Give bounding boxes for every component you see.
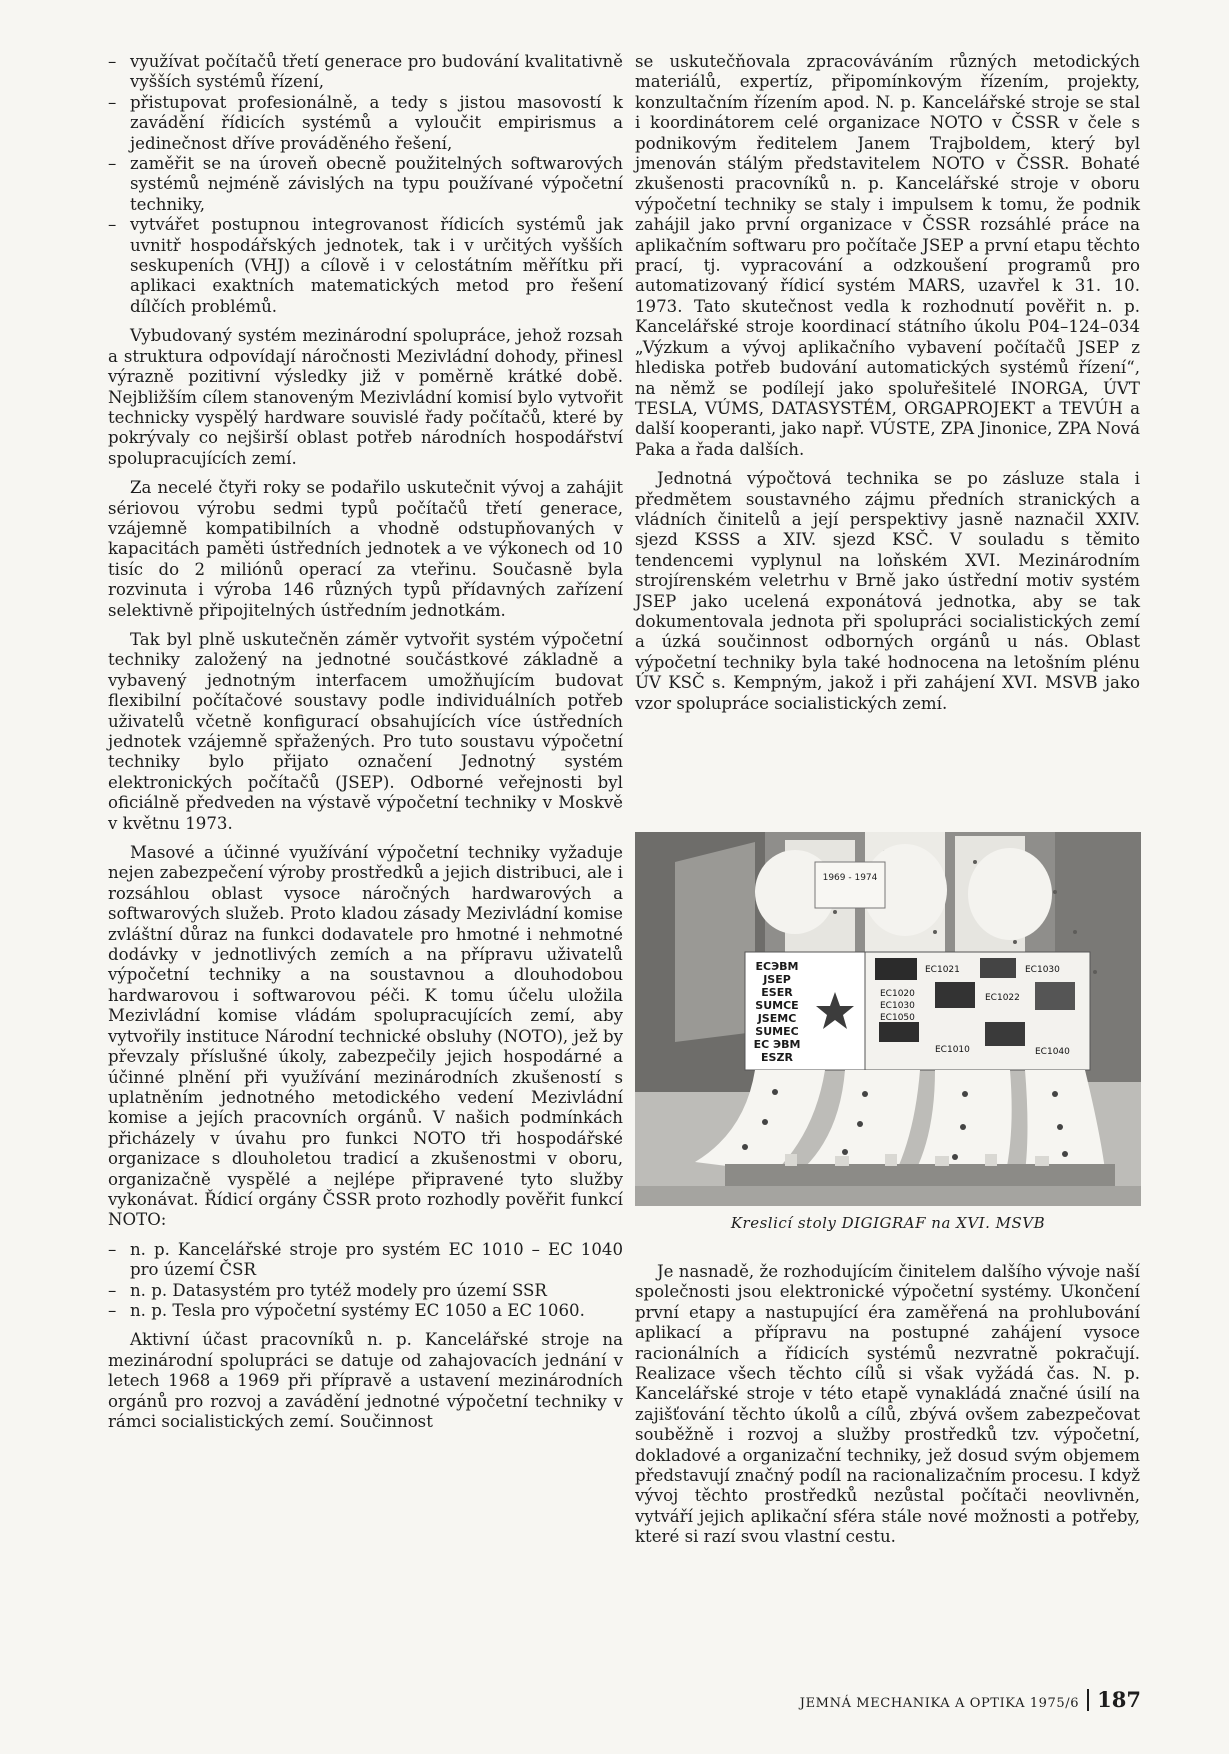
list-item: – n. p. Tesla pro výpočetní systémy EC 1050 a EC 1060. [108, 1301, 623, 1321]
panel-line: JSEP [763, 973, 791, 986]
right-column [635, 52, 1140, 723]
footer-divider [1087, 1689, 1089, 1711]
page-number: 187 [1097, 1687, 1141, 1712]
journal-name: JEMNÁ MECHANIKA A OPTIKA 1975/6 [799, 1696, 1080, 1711]
panel-line: ESER [761, 986, 793, 999]
list-item: – zaměřit se na úroveň obecně použitelných softwarových systémů nejméně závislých na typu používané výpočetní techniky, [108, 154, 623, 215]
exhibition-photo-drawing [635, 832, 1141, 1206]
model-label: EC1010 [935, 1045, 970, 1055]
model-label: EC1040 [1035, 1047, 1070, 1057]
paragraph: Masové a účinné využívání výpočetní techniky vyžaduje nejen zabezpečení výroby prostředků a jejich distribuci, ale i rozsáhlou oblast vysoce náročných hardwarových a softwarových služeb. Proto kladou zásady Mezivládní komise zvláštní důraz na funkci dodavatele pro hmotné i nehmotné dodávky v jednotlivých zemích a na přípravu uživatelů výpočetní techniky a na soustavnou a dlouhodobou hardwarovou i softwarovou péči. K tomu účelu uložila Mezivládní komise vládám spolupracujících zemí, aby vytvořily instituce Národní technické obsluhy (NOTO), jež by převzaly příslušné úkoly, zabezpečily jejich hospodárné a účinné plnění při využívání mezinárodních zkušeností s uplatněním jednotného metodického vedení Mezivládní komise a jejích pracovních orgánů. V našich podmínkách přicházely v úvahu pro funkci NOTO tři hospodářské organizace s dlouholetou tradicí a zkušenostmi v oboru, organizačně vyspělé a nejlépe připravené tyto služby vykonávat. Řídicí orgány ČSSR proto rozhodly pověřit funkcí NOTO: [108, 843, 623, 1230]
list-item: – n. p. Kancelářské stroje pro systém EC 1010 – EC 1040 pro území ČSR [108, 1240, 623, 1281]
list-item: – přistupovat profesionálně, a tedy s jistou masovostí k zavádění řídicích systémů a vyloučit empirismus a jedinečnost dříve prováděného řešení, [108, 93, 623, 154]
list-item: – n. p. Datasystém pro tytéž modely pro území SSR [108, 1281, 623, 1301]
paragraph: Za necelé čtyři roky se podařilo uskutečnit vývoj a zahájit sériovou výrobu sedmi typů počítačů třetí generace, vzájemně kompatibilních a vhodně odstupňovaných v kapacitách paměti ústředních jednotek a ve výkonech od 10 tisíc do 2 miliónů operací za vteřinu. Současně byla rozvinuta i výroba 146 různých typů přídavných zařízení selektivně připojitelných ústředním jednotkám. [108, 478, 623, 620]
panel-line: ЕСЭВМ [755, 960, 799, 973]
list-item: – vytvářet postupnou integrovanost řídicích systémů jak uvnitř hospodářských jednotek, tak i v určitých vyšších seskupeních (VHJ) a cílově i v celostátním měřítku při aplikaci exaktních matematických metod pro řešení dílčích problémů. [108, 215, 623, 317]
model-label: EC1050 [880, 1013, 915, 1023]
panel-line: EC ЭВМ [753, 1038, 801, 1051]
panel-line: SUMCE [755, 999, 799, 1012]
photo-caption: Kreslicí stoly DIGIGRAF na XVI. MSVB [730, 1214, 1046, 1232]
panel-line: SUMEC [755, 1025, 799, 1038]
paragraph: se uskutečňovala zpracováváním různých metodických materiálů, expertíz, připomínkovým řízením, projekty, konzultačním řízením apod. N. p. Kancelářské stroje se stal i koordinátorem celé organizace NOTO v ČSSR v čele s podnikovým ředitelem Janem Trajboldem, který byl jmenován stálým představitelem NOTO v ČSSR. Bohaté zkušenosti pracovníků n. p. Kancelářské stroje v oboru výpočetní techniky se staly i impulsem k tomu, že podnik zahájil jako první organizace v ČSSR rozsáhlé práce na aplikačním softwaru pro počítače JSEP a první etapu těchto prací, tj. vypracování a odzkoušení programů pro automatizovaný řídicí systém MARS, uzavřel k 31. 10. 1973. Tato skutečnost vedla k rozhodnutí pověřit n. p. Kancelářské stroje koordinací státního úkolu P04–124–034 „Výzkum a vývoj aplikačního vybavení počítačů JSEP z hlediska potřeb budování automatických systémů řízení“, na němž se podílejí jako spoluřešitelé INORGA, ÚVT TESLA, VÚMS, DATASYSTÉM, ORGAPROJEKT a TEVÚH a další kooperanti, jako např. VÚSTE, ZPA Jinonice, ZPA Nová Paka a řada dalších. [635, 52, 1140, 459]
paragraph: Tak byl plně uskutečněn záměr vytvořit systém výpočetní techniky založený na jednotné součástkové základně a vybavený jednotným interfacem umožňujícím budovat flexibilní počítačové soustavy podle individuálních potřeb uživatelů včetně konfigurací obsahujících více ústředních jednotek vzájemně spřažených. Pro tuto soustavu výpočetní techniky bylo přijato označení Jednotný systém elektronických počítačů (JSEP). Odborné veřejnosti byl oficiálně předveden na výstavě výpočetní techniky v Moskvě v květnu 1973. [108, 629, 623, 833]
model-label: EC1021 [925, 965, 960, 975]
paragraph: Jednotná výpočtová technika se po zásluze stala i předmětem soustavného zájmu předních stranických a vládních činitelů a její perspektivy jasně naznačil XXIV. sjezd KSSS a XIV. sjezd KSČ. V souladu s těmito tendencemi vyplynul na loňském XVI. Mezinárodním strojírenském veletrhu v Brně jako ústřední motiv systém JSEP jako ucelená exponátová jednotka, aby se tak dokumentovala jednota při spolupráci socialistických zemí a úzká součinnost odborných orgánů u nás. Oblast výpočetní techniky byla také hodnocena na letošním plénu ÚV KSČ s. Kempným, jakož i při zahájení XVI. MSVB jako vzor spolupráce socialistických zemí. [635, 469, 1140, 713]
goals-list [108, 52, 623, 317]
paragraph: Aktivní účast pracovníků n. p. Kancelářské stroje na mezinárodní spolupráci se datuje od zahajovacích jednání v letech 1968 a 1969 při přípravě a ustavení mezinárodních orgánů pro rozvoj a zavádění jednotné výpočetní techniky v rámci socialistických zemí. Součinnost [108, 1330, 623, 1431]
sign-years: 1969 - 1974 [822, 873, 878, 883]
panel-line: ESZR [761, 1051, 793, 1064]
right-column-lower [635, 1262, 1140, 1557]
model-label: EC1030 [880, 1001, 915, 1011]
noto-list [108, 1240, 623, 1322]
panel-line: JSEMC [757, 1012, 797, 1025]
paragraph: Je nasnadě, že rozhodujícím činitelem dalšího vývoje naší společnosti jsou elektronické výpočetní systémy. Ukončení první etapy a nastupující éra zaměřená na prohlubování aplikací a přípravu na postupné zahájení vysoce racionálních a řídicích systémů nezvratně pokračují. Realizace všech těchto cílů si však vyžádá čas. N. p. Kancelářské stroje v této etapě vynakládá značné úsilí na zajišťování těchto úkolů a cílů, zbývá ovšem zabezpečovat souběžně i rozvoj a služby prostředků tzv. výpočetní, dokladové a organizační techniky, jež dosud svým objemem představují značný podíl na racionalizačním procesu. I když vývoj těchto prostředků nezůstal počítači neovlivněn, vytváří jejich aplikační sféra stále nové možnosti a potřeby, které si razí svou vlastní cestu. [635, 1262, 1140, 1547]
list-item: – využívat počítačů třetí generace pro budování kvalitativně vyšších systémů řízení, [108, 52, 623, 93]
page-footer [800, 1685, 1141, 1712]
model-label: EC1030 [1025, 965, 1060, 975]
exhibition-photo [635, 832, 1141, 1206]
model-label: EC1022 [985, 993, 1020, 1003]
paragraph: Vybudovaný systém mezinárodní spolupráce, jehož rozsah a struktura odpovídají náročnosti Mezivládní dohody, přinesl výrazně pozitivní výsledky již v poměrně krátké době. Nejbližším cílem stanoveným Mezivládní komisí bylo vytvořit technicky vyspělý hardware souvislé řady počítačů, které by pokrývaly co nejširší oblast potřeb národních hospodářství spolupracujících zemí. [108, 326, 623, 468]
left-column [108, 52, 623, 1441]
model-label: EC1020 [880, 989, 915, 999]
